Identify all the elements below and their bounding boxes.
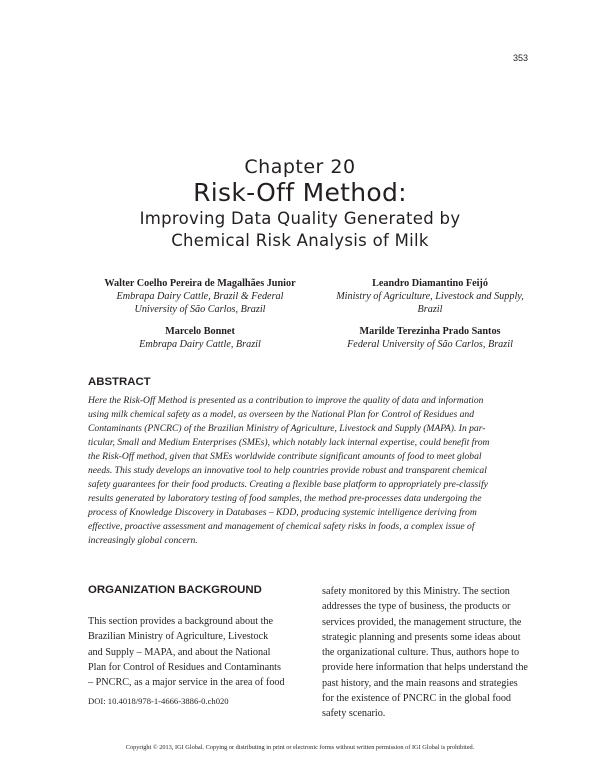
author-name: Marcelo Bonnet [165, 326, 235, 337]
abstract-line: safety guarantees for their food products. Creating a flexible base platform to appropriately pre-classify [88, 479, 488, 490]
author-block [80, 277, 320, 316]
subtitle-line: Improving Data Quality Generated by [139, 209, 461, 228]
body-line: the organizational culture. Thus, authors hope to [322, 647, 520, 659]
abstract-line: using milk chemical safety as a model, as overseen by the National Plan for Control of Residues and [88, 409, 475, 420]
body-line: safety scenario. [322, 708, 386, 720]
abstract-line: Here the Risk-Off Method is presented as a contribution to improve the quality of data and information [88, 395, 484, 406]
abstract-line: process of Knowledge Discovery in Databases – KDD, producing systemic intelligence deriving from [88, 507, 477, 518]
author-block [290, 277, 570, 316]
body-line: This section provides a background about the [88, 616, 274, 627]
copyright-footer: Copyright © 2013, IGI Global. Copying or distributing in print or electronic forms without written permission of IGI Global is prohibited. [125, 744, 475, 751]
chapter-title: Risk-Off Method: [193, 178, 407, 207]
abstract-line: effective, proactive assessment and management of chemical safety risks in foods, a complex issue of [88, 521, 475, 532]
author-name: Leandro Diamantino Feijó [372, 278, 488, 289]
body-line: past history, and the main reasons and strategies [322, 677, 518, 689]
author-affiliation: Ministry of Agriculture, Livestock and Supply, [336, 291, 524, 302]
author-affiliation: Brazil [417, 303, 443, 315]
abstract-line: results generated by laboratory testing of food samples, the method pre-processes data undergoing the [88, 493, 482, 504]
body-column-left [88, 614, 296, 690]
body-line: strategic planning and presents some ideas about [322, 631, 521, 643]
author-affiliation: University of São Carlos, Brazil [134, 303, 266, 315]
subtitle-line: Chemical Risk Analysis of Milk [171, 231, 429, 250]
author-affiliation: Embrapa Dairy Cattle, Brazil [139, 339, 261, 350]
body-line: addresses the type of business, the products or [322, 601, 511, 613]
body-line: for the existence of PNCRC in the global food [322, 693, 512, 705]
body-line: safety monitored by this Ministry. The section [322, 586, 510, 597]
author-affiliation: Federal University of São Carlos, Brazil [347, 339, 513, 350]
body-line: provide here information that helps understand the [322, 662, 528, 674]
body-line: and Supply – MAPA, and about the National [88, 646, 271, 658]
doi-text: DOI: 10.4018/978-1-4666-3886-0.ch020 [88, 696, 229, 706]
body-line: – PNCRC, as a major service in the area of food [88, 677, 285, 689]
abstract-line: ticular, Small and Medium Enterprises (SMEs), which notably lack internal expertise, could benefit from [88, 437, 490, 448]
author-name: Walter Coelho Pereira de Magalhães Junior [104, 278, 296, 289]
abstract-line: Contaminants (PNCRC) of the Brazilian Ministry of Agriculture, Livestock and Supply (MAPA). In par- [88, 423, 486, 434]
page-number: 353 [512, 53, 528, 63]
author-block [290, 325, 570, 352]
chapter-label: Chapter 20 [244, 156, 356, 178]
author-name: Marilde Terezinha Prado Santos [359, 326, 501, 337]
abstract-line: increasingly global concern. [88, 535, 198, 546]
body-line: services provided, the management structure, the [322, 616, 522, 628]
abstract-line: needs. This study develops an innovative tool to help countries provide robust and transparent chemical [88, 465, 487, 476]
abstract-line: the Risk-Off method, given that SMEs worldwide contribute significant amounts of food to meet global [88, 451, 482, 462]
body-line: Plan for Control of Residues and Contaminants [88, 661, 281, 673]
author-block [80, 325, 320, 352]
body-column-right [322, 584, 530, 722]
section-heading: ORGANIZATION BACKGROUND [88, 584, 262, 596]
abstract-heading: ABSTRACT [88, 376, 151, 388]
chapter-subtitle [0, 208, 600, 252]
body-line: Brazilian Ministry of Agriculture, Livestock [88, 631, 269, 643]
abstract-body [88, 394, 510, 548]
author-affiliation: Embrapa Dairy Cattle, Brazil & Federal [116, 291, 284, 302]
